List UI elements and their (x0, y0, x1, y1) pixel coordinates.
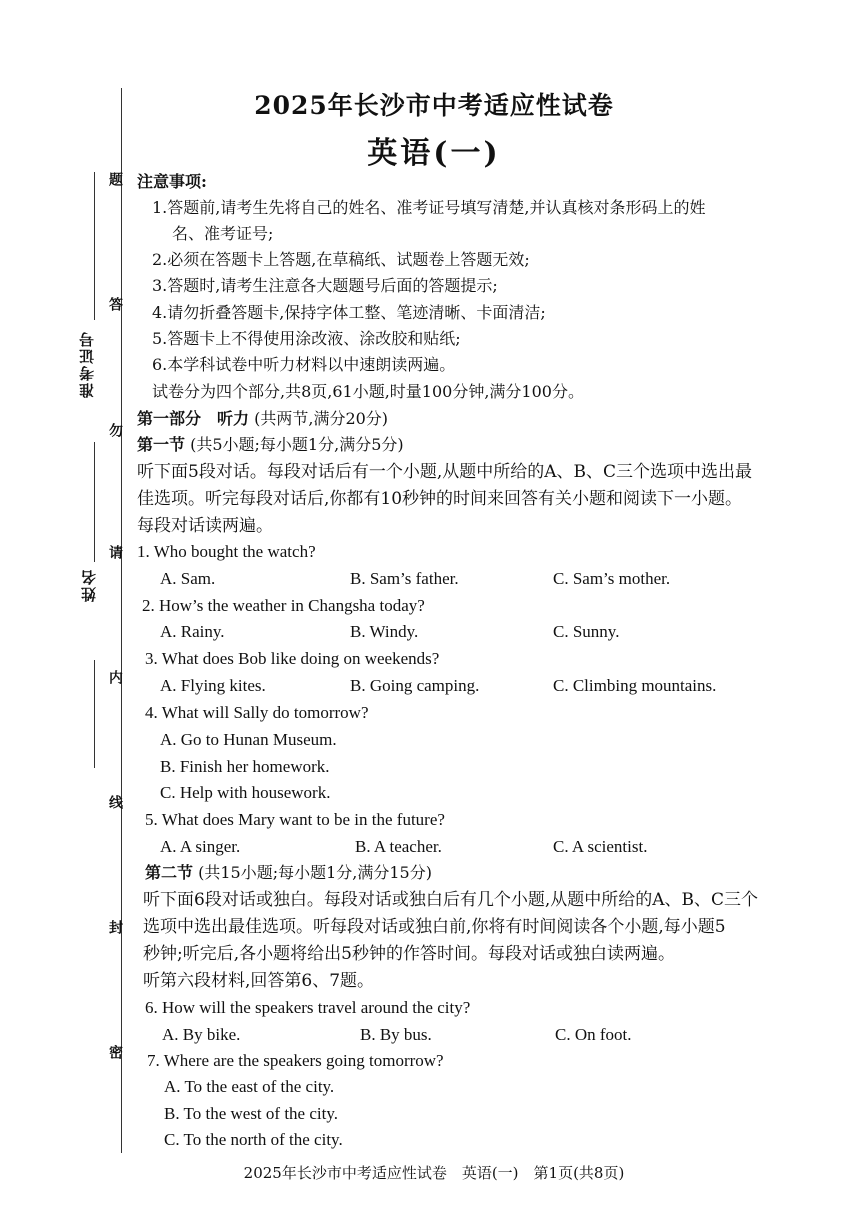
option-b: B. By bus. (360, 1025, 432, 1044)
option-c: C. On foot. (555, 1025, 632, 1044)
option-a: A. Flying kites. (160, 676, 266, 695)
option-b: B. Windy. (350, 622, 419, 641)
binding-line (121, 88, 122, 1153)
page-footer: 2025年长沙市中考适应性试卷 英语(一) 第1页(共8页) (243, 1164, 625, 1182)
exam-no-line (94, 172, 95, 320)
option-a: A. Sam. (160, 569, 216, 588)
exam-title: 2025年长沙市中考适应性试卷 (254, 91, 614, 120)
name-label: 姓名 (80, 568, 98, 602)
option-c: C. To the north of the city. (164, 1130, 343, 1149)
seal-char: 封 (107, 920, 123, 936)
name-line-lower (94, 660, 95, 768)
notes-heading: 注意事项: (137, 172, 207, 191)
seal-char: 内 (107, 670, 123, 686)
section1-header (137, 435, 404, 455)
option-c: C. Sam’s mother. (553, 569, 671, 588)
section1-heading: 第一节 (137, 435, 186, 454)
question-stem: 1. Who bought the watch? (137, 542, 316, 561)
section1-note: (共5小题;每小题1分,满分5分) (190, 435, 404, 454)
note-item: 1.答题前,请考生先将自己的姓名、准考证号填写清楚,并认真核对条形码上的姓 (152, 198, 706, 217)
seal-char: 请 (107, 545, 123, 561)
name-line-upper (94, 442, 95, 562)
option-a: A. Rainy. (160, 622, 225, 641)
option-b: B. To the west of the city. (164, 1104, 338, 1123)
note-item: 4.请勿折叠答题卡,保持字体工整、笔迹清晰、卡面清洁; (152, 303, 546, 322)
part1-header (137, 409, 388, 429)
section1-instruction: 听下面5段对话。每段对话后有一个小题,从题中所给的A、B、C三个选项中选出最 (137, 462, 752, 482)
option-b: B. Finish her homework. (160, 757, 330, 776)
section2-header (145, 863, 432, 883)
option-a: A. By bike. (162, 1025, 241, 1044)
note-item: 名、准考证号; (172, 224, 274, 243)
part1-heading: 第一部分 听力 (137, 409, 250, 428)
seal-char: 题 (107, 172, 123, 188)
exam-subtitle: 英语(一) (367, 136, 501, 171)
part1-note: (共两节,满分20分) (254, 409, 389, 428)
option-b: B. A teacher. (355, 837, 442, 856)
section2-instruction: 听下面6段对话或独白。每段对话或独白后有几个小题,从题中所给的A、B、C三个 (143, 890, 758, 910)
seal-char: 答 (107, 297, 123, 313)
question-stem: 7. Where are the speakers going tomorrow? (147, 1051, 444, 1070)
question-stem: 3. What does Bob like doing on weekends? (145, 649, 440, 668)
note-item: 3.答题时,请考生注意各大题题号后面的答题提示; (152, 276, 498, 295)
option-c: C. Sunny. (553, 622, 620, 641)
option-b: B. Going camping. (350, 676, 480, 695)
question-stem: 5. What does Mary want to be in the future? (145, 810, 445, 829)
notes-summary: 试卷分为四个部分,共8页,61小题,时量100分钟,满分100分。 (152, 382, 584, 401)
note-item: 6.本学科试卷中听力材料以中速朗读两遍。 (152, 355, 456, 374)
note-item: 2.必须在答题卡上答题,在草稿纸、试题卷上答题无效; (152, 250, 530, 269)
seal-char: 线 (107, 795, 123, 811)
question-stem: 2. How’s the weather in Changsha today? (142, 596, 425, 615)
option-a: A. To the east of the city. (164, 1077, 335, 1096)
section1-instruction: 佳选项。听完每段对话后,你都有10秒钟的时间来回答有关小题和阅读下一小题。 (137, 489, 743, 509)
section2-material: 听第六段材料,回答第6、7题。 (143, 971, 375, 991)
option-c: C. Help with housework. (160, 783, 331, 802)
question-stem: 4. What will Sally do tomorrow? (145, 703, 369, 722)
section2-heading: 第二节 (145, 863, 194, 882)
seal-char: 勿 (107, 423, 123, 439)
note-item: 5.答题卡上不得使用涂改液、涂改胶和贴纸; (152, 329, 461, 348)
option-c: C. A scientist. (553, 837, 648, 856)
section2-instruction: 选项中选出最佳选项。听每段对话或独白前,你将有时间阅读各个小题,每小题5 (143, 917, 726, 937)
section2-note: (共15小题;每小题1分,满分15分) (198, 863, 432, 882)
question-stem: 6. How will the speakers travel around the city? (145, 998, 471, 1017)
section2-instruction: 秒钟;听完后,各小题将给出5秒钟的作答时间。每段对话或独白读两遍。 (143, 944, 675, 964)
option-b: B. Sam’s father. (350, 569, 459, 588)
option-a: A. A singer. (160, 837, 241, 856)
exam-no-label: 准考证号 (78, 330, 96, 398)
option-c: C. Climbing mountains. (553, 676, 717, 695)
section1-instruction: 每段对话读两遍。 (137, 516, 273, 536)
option-a: A. Go to Hunan Museum. (160, 730, 337, 749)
seal-char: 密 (107, 1045, 123, 1061)
